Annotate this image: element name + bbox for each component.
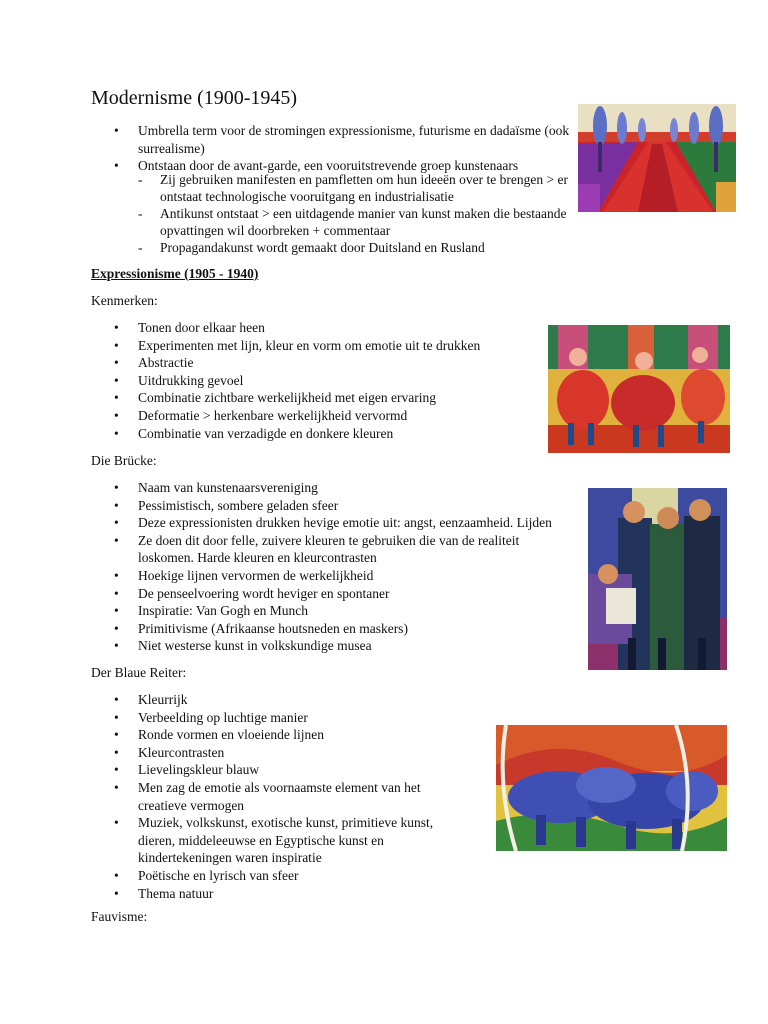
page-title: Modernisme (1900-1945) [91,87,298,109]
list-item: • Hoekige lijnen vervormen de werkelijkheid [114,567,584,585]
list-item: • Uitdrukking gevoel [114,372,534,390]
painting-group-of-men [588,488,727,670]
list-item: • Combinatie zichtbare werkelijkheid met eigen ervaring [114,389,534,407]
list-item: • Verbeelding op luchtige manier [114,709,454,727]
list-item: • Muziek, volkskunst, exotische kunst, primitieve kunst, dieren, middeleeuwse en Egyptische kunst en kindertekeningen waren inspiratie [114,814,454,867]
list-item: - Zij gebruiken manifesten en pamfletten om hun ideeën over te brengen > er ontstaat technologische vooruitgang en industrialisatie [138,171,568,205]
kenmerken-label: Kenmerken: [91,293,158,308]
list-item: • Kleurrijk [114,691,454,709]
list-item: • Lievelingskleur blauw [114,761,454,779]
list-item: • Pessimistisch, sombere geladen sfeer [114,497,584,515]
list-item: - Propagandakunst wordt gemaakt door Duitsland en Rusland [138,239,568,256]
painting-red-road [578,104,736,212]
list-item: • Inspiratie: Van Gogh en Munch [114,602,584,620]
fauvisme-label: Fauvisme: [91,909,148,924]
list-item: - Antikunst ontstaat > een uitdagende manier van kunst maken die bestaande opvattingen wil doorbreken + commentaar [138,205,568,239]
list-item: • Poëtische en lyrisch van sfeer [114,867,454,885]
list-item: • Primitivisme (Afrikaanse houtsneden en maskers) [114,620,584,638]
blaue-reiter-label: Der Blaue Reiter: [91,665,187,680]
list-item: • Men zag de emotie als voornaamste element van het creatieve vermogen [114,779,454,814]
list-item: • Deformatie > herkenbare werkelijkheid vervormd [114,407,534,425]
list-item: • Abstractie [114,354,534,372]
list-item: • Kleurcontrasten [114,744,454,762]
list-item: • Niet westerse kunst in volkskundige musea [114,637,584,655]
intro-bullet-list [114,122,570,175]
kenmerken-list [114,319,534,442]
list-item: • Tonen door elkaar heen [114,319,534,337]
list-item: • Umbrella term voor de stromingen expressionisme, futurisme en dadaïsme (ook surrealisme) [114,122,570,157]
list-item: • Ontstaan door de avant-garde, een vooruitstrevende groep kunstenaars [114,157,570,175]
brucke-label: Die Brücke: [91,453,157,468]
section-heading-expressionisme: Expressionisme (1905 - 1940) [91,266,259,281]
list-item: • Thema natuur [114,885,454,903]
list-item: • Naam van kunstenaarsvereniging [114,479,584,497]
blaue-reiter-list [114,691,454,902]
list-item: • Experimenten met lijn, kleur en vorm om emotie uit te drukken [114,337,534,355]
list-item: • Combinatie van verzadigde en donkere kleuren [114,425,534,443]
painting-blue-horses [496,725,727,851]
list-item: • De penseelvoering wordt heviger en spontaner [114,585,584,603]
list-item: • Deze expressionisten drukken hevige emotie uit: angst, eenzaamheid. Lijden [114,514,584,532]
painting-dancers [548,325,730,453]
list-item: • Ze doen dit door felle, zuivere kleuren te gebruiken die van de realiteit loskomen. Harde kleuren en kleurcontrasten [114,532,538,567]
brucke-list [114,479,584,655]
list-item: • Ronde vormen en vloeiende lijnen [114,726,454,744]
intro-dash-list [138,171,568,256]
